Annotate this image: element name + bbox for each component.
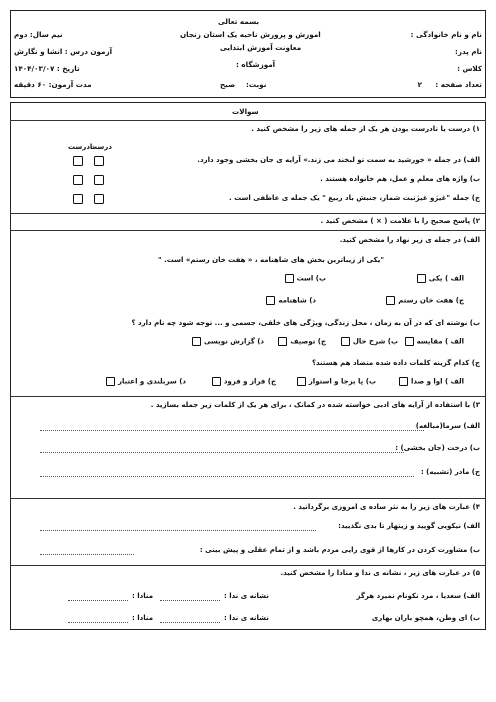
option-label: ب) پا برجا و استوار: [308, 377, 376, 386]
questions-title: سوالات: [232, 107, 259, 116]
school-label: آموزشگاه :: [236, 60, 276, 69]
q5-b-vocative-line[interactable]: [68, 622, 128, 623]
q2-b-option-2[interactable]: [338, 337, 398, 346]
q2-c-option-4[interactable]: [103, 377, 186, 386]
q1-a-false-checkbox[interactable]: [73, 156, 83, 166]
q2-b-option-1[interactable]: [402, 337, 464, 346]
q5-item-b: ب) ای وطن، همچو باران بهاری: [371, 614, 480, 622]
option-checkbox[interactable]: [386, 296, 395, 305]
q3-item-c: ج) مادر (تشبیه) :: [420, 468, 480, 476]
class-label: کلاس :: [457, 64, 482, 73]
option-checkbox[interactable]: [278, 337, 287, 346]
q1-b-true-checkbox[interactable]: [94, 175, 104, 185]
option-label: ب) است: [296, 274, 326, 283]
option-label: د) گزارش نویسی: [203, 337, 264, 346]
shift-label: نوبت:: [246, 80, 267, 89]
q1-col-true: درست: [90, 143, 112, 151]
exam-date: تاریخ : ۱۴۰۴/۰۳/۰۷: [14, 64, 80, 73]
divider: [10, 230, 486, 231]
q2-a-option-4[interactable]: [263, 296, 316, 305]
q3-c-answer-line[interactable]: [40, 476, 414, 477]
option-label: ج) فراز و فرود: [223, 377, 276, 386]
q1-c-true-checkbox[interactable]: [94, 194, 104, 204]
q2-b-option-4[interactable]: [189, 337, 264, 346]
q3-b-answer-line[interactable]: [40, 452, 404, 453]
q1-item-c: ج) جمله "غیژو غیژنبت شمار، جنبش باد ربیع " یک جمله ی عاطفی است .: [229, 194, 480, 202]
option-checkbox[interactable]: [192, 337, 201, 346]
q2-b-prompt: ب) نوشته ای که در آن به زمان ، محل زندگی، ویژگی های خلقی، جسمی و ... توجه شود چه نام دارد ؟: [131, 319, 480, 327]
option-label: ج) هفت خان رستم: [398, 296, 464, 305]
option-checkbox[interactable]: [417, 274, 426, 283]
option-label: د) شاهنامه: [278, 296, 316, 305]
q2-a-option-3[interactable]: [383, 296, 464, 305]
q1-c-false-checkbox[interactable]: [73, 194, 83, 204]
q1-prompt: ۱) درست یا نادرست بودن هر یک از جمله های زیر را مشخص کنید .: [251, 125, 480, 133]
q5-a-vocative-line[interactable]: [68, 600, 128, 601]
q2-prompt: ۲) پاسخ صحیح را با علامت ( × ) مشخص کنید .: [320, 217, 480, 225]
q5-item-a: الف) سعدیا ، مرد نکونام نمیرد هرگز: [356, 592, 480, 600]
option-checkbox[interactable]: [297, 377, 306, 386]
option-label: الف ) یکی: [428, 274, 464, 283]
q5-b-vocative-label: منادا :: [132, 614, 154, 622]
q5-a-sign-label: نشانه ی ندا :: [224, 592, 269, 600]
option-label: الف ) اوا و صدا: [410, 377, 464, 386]
option-checkbox[interactable]: [405, 337, 414, 346]
exam-duration: مدت آزمون: ۶۰ دقیقه: [14, 80, 92, 89]
q2-b-option-3[interactable]: [275, 337, 326, 346]
shift-value: صبح: [220, 80, 236, 89]
q2-c-option-2[interactable]: [294, 377, 376, 386]
q5-a-sign-line[interactable]: [160, 600, 220, 601]
option-checkbox[interactable]: [106, 377, 115, 386]
q1-item-a: الف) در جمله « خورشید به سمت تو لبخند می زند.» آرایه ی جان بخشی وجود دارد.: [197, 156, 480, 164]
q2-a-quote: "یکی از زیباترین بخش های شاهنامه ، « هفت خان رستم» است. ": [158, 256, 384, 264]
option-checkbox[interactable]: [399, 377, 408, 386]
option-checkbox[interactable]: [341, 337, 350, 346]
q5-a-vocative-label: منادا :: [132, 592, 154, 600]
q2-a-prompt: الف) در جمله ی زیر نهاد را مشخص کنید.: [339, 236, 480, 244]
q2-c-prompt: ج) کدام گزینه کلمات داده شده متضاد هم هستند؟: [311, 359, 480, 367]
q5-b-sign-label: نشانه ی ندا :: [224, 614, 269, 622]
father-name-label: نام پدر:: [454, 47, 482, 56]
q4-a-answer-line[interactable]: [40, 530, 316, 531]
q1-a-true-checkbox[interactable]: [94, 156, 104, 166]
bismillah: بسمه تعالی: [218, 17, 260, 26]
q3-item-a: الف) سرما(مبالغه): [415, 422, 480, 430]
page-count-label: تعداد صفحه :: [435, 80, 482, 89]
semester-label: نیم سال: دوم: [14, 30, 63, 39]
q1-col-false: نادرست: [68, 143, 96, 151]
q1-item-b: ب) واژه های معلم و عمل، هم خانواده هستند .: [320, 175, 480, 183]
q4-item-b: ب) مشاورت کردن در کارها از قوی رایی مردم باشد و از تمام عقلی و پیش بینی :: [199, 546, 480, 554]
org-line-2: معاونت آموزش ابتدایی: [220, 43, 302, 52]
q5-prompt: ۵) در عبارت های زیر ، نشانه ی ندا و منادا را مشخص کنید.: [280, 569, 480, 577]
divider: [10, 396, 486, 397]
q4-prompt: ۴) عبارت های زیر را به نثر ساده ی امروزی برگردانید .: [293, 503, 480, 511]
option-label: ج) توصیف: [290, 337, 326, 346]
q3-a-answer-line[interactable]: [40, 430, 424, 431]
q3-item-b: ب) درخت (جان بخشی) :: [395, 444, 480, 452]
exam-sheet: [10, 10, 486, 692]
option-label: ب) شرح حال: [352, 337, 398, 346]
q4-b-answer-line[interactable]: [40, 554, 134, 555]
q2-c-option-3[interactable]: [209, 377, 276, 386]
q5-b-sign-line[interactable]: [160, 622, 220, 623]
q2-c-option-1[interactable]: [396, 377, 464, 386]
divider: [10, 498, 486, 499]
divider: [10, 120, 486, 121]
org-line-1: اموزش و پرورش ناحیه یک استان زنجان: [180, 30, 321, 39]
option-label: د) سربلندی و اعتبار: [117, 377, 186, 386]
option-checkbox[interactable]: [266, 296, 275, 305]
student-name-label: نام و نام خانوادگی :: [410, 30, 482, 39]
page-count-value: ۲: [417, 80, 422, 89]
divider: [10, 565, 486, 566]
q2-a-option-2[interactable]: [282, 274, 326, 283]
option-checkbox[interactable]: [212, 377, 221, 386]
q1-b-false-checkbox[interactable]: [73, 175, 83, 185]
option-label: الف ) مقایسه: [416, 337, 464, 346]
q2-a-option-1[interactable]: [414, 274, 464, 283]
q3-prompt: ۳) با استفاده از آرایه های ادبی خواسته شده در کمانک ، برای هر یک از کلمات زیر جمله بسازید .: [150, 401, 480, 409]
q4-item-a: الف) نیکویی گویید و زینهار تا بدی نگذیید:: [338, 522, 480, 530]
option-checkbox[interactable]: [285, 274, 294, 283]
exam-subject: آزمون درس : انشا و نگارش: [14, 47, 113, 56]
divider: [10, 213, 486, 214]
